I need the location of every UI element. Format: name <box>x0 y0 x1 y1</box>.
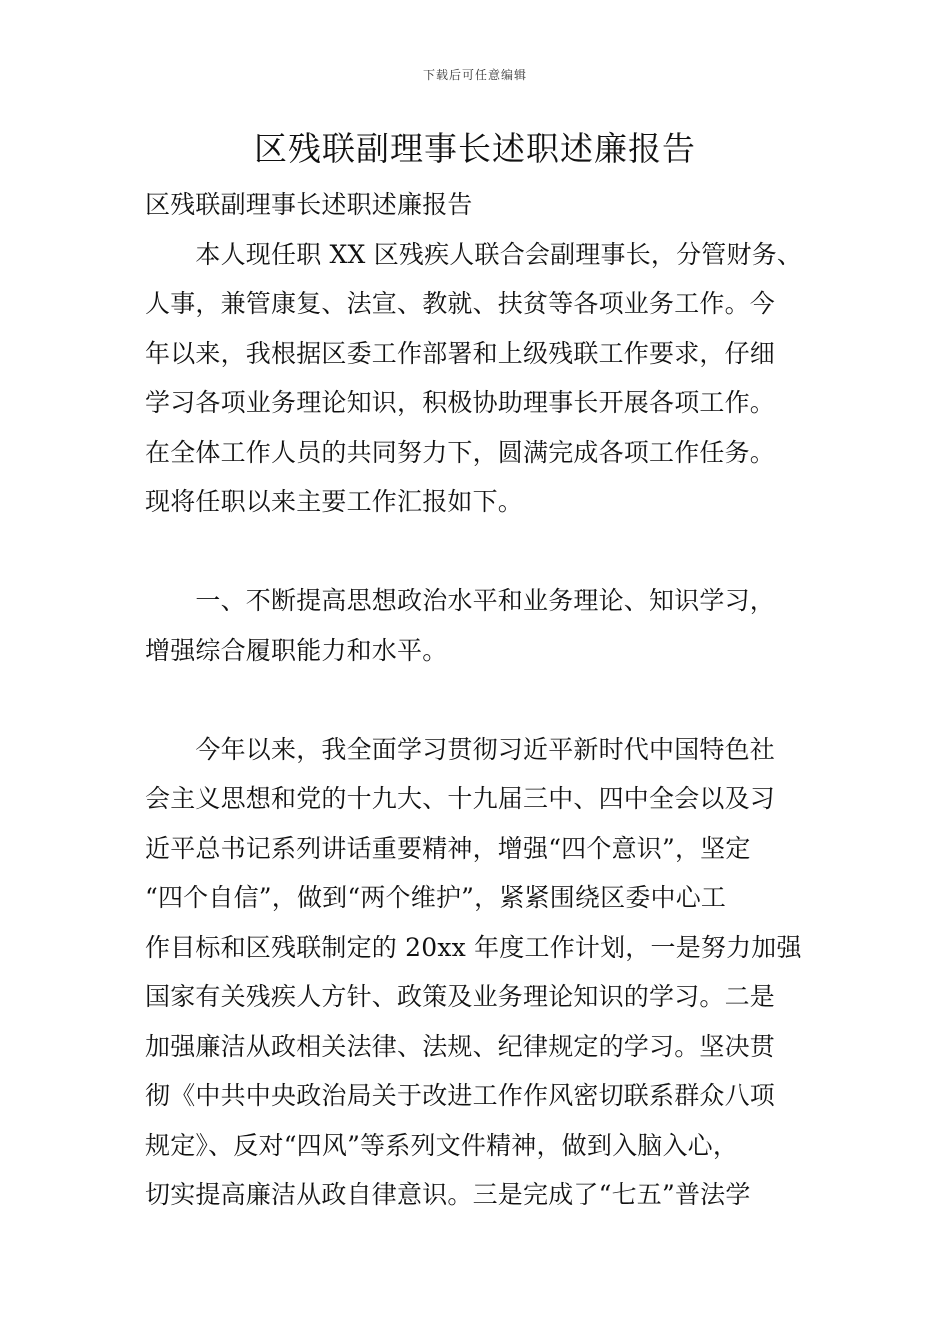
paragraph-line: 在全体工作人员的共同努力下，圆满完成各项工作任务。 <box>145 437 776 467</box>
paragraph-line: 人事，兼管康复、法宣、教就、扶贫等各项业务工作。今 <box>145 289 776 318</box>
paragraph-line: 学习各项业务理论知识，积极协助理事长开展各项工作。 <box>145 388 776 417</box>
section-heading-line: 一、不断提高思想政治水平和业务理论、知识学习， <box>145 586 776 615</box>
paragraph-line: 切实提高廉洁从政自律意识。三是完成了“七五”普法学 <box>145 1180 751 1209</box>
paragraph-line: 近平总书记系列讲话重要精神，增强“四个意识”，坚定 <box>145 833 751 863</box>
subtitle-line: 区残联副理事长述职述廉报告 <box>145 190 473 219</box>
paragraph-line: 加强廉洁从政相关法律、法规、纪律规定的学习。坚决贯 <box>145 1031 776 1061</box>
section-heading-line: 增强综合履职能力和水平。 <box>145 635 448 665</box>
paragraph-line: “四个自信”，做到“两个维护”，紧紧围绕区委中心工 <box>145 883 727 912</box>
document-title: 区残联副理事长述职述廉报告 <box>254 129 696 168</box>
paragraph-gap <box>145 527 807 577</box>
paragraph-line: 作目标和区残联制定的 20xx 年度工作计划，一是努力加强 <box>145 932 802 962</box>
paragraph-line: 年以来，我根据区委工作部署和上级残联工作要求，仔细 <box>145 338 776 368</box>
paragraph-line: 会主义思想和党的十九大、十九届三中、四中全会以及习 <box>145 784 776 813</box>
paragraph-line: 国家有关残疾人方针、政策及业务理论知识的学习。二是 <box>145 982 776 1011</box>
paragraph-gap <box>145 675 807 725</box>
paragraph-line: 今年以来，我全面学习贯彻习近平新时代中国特色社 <box>145 734 776 764</box>
document-body <box>145 180 807 1220</box>
paragraph-line: 现将任职以来主要工作汇报如下。 <box>145 487 524 516</box>
paragraph-line: 彻《中共中央政治局关于改进工作作风密切联系群众八项 <box>145 1081 776 1110</box>
paragraph-line: 本人现任职 XX 区残疾人联合会副理事长，分管财务、 <box>145 239 803 269</box>
paragraph-line: 规定》、反对“四风”等系列文件精神，做到入脑入心， <box>145 1130 739 1160</box>
page-header-note: 下载后可任意编辑 <box>422 68 527 82</box>
